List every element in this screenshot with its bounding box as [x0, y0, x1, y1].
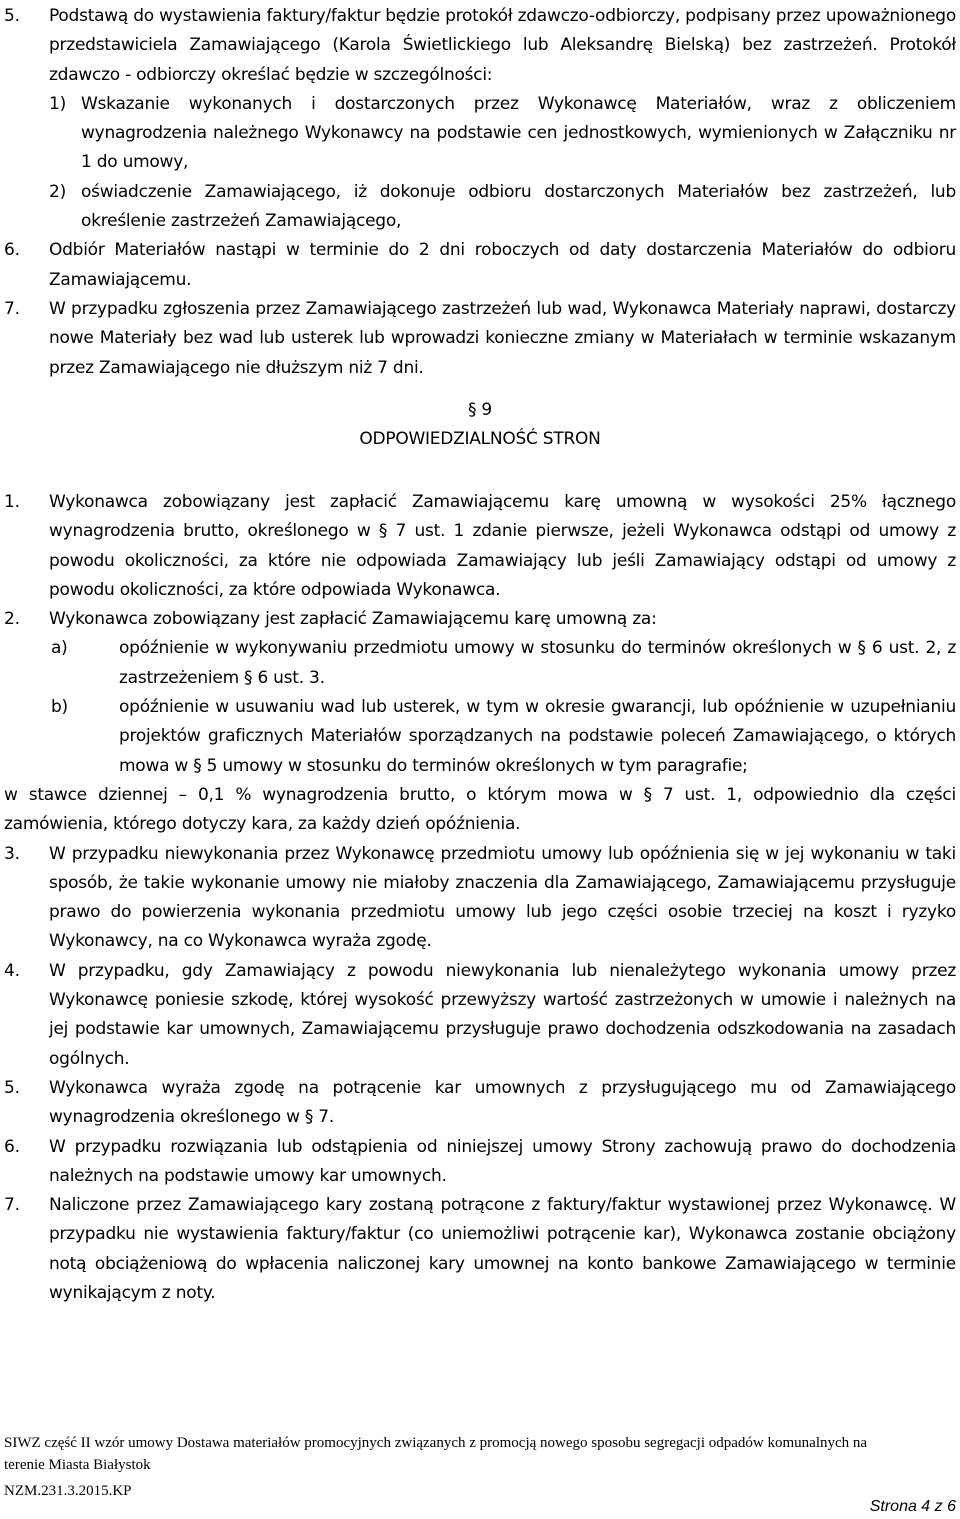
clause-text: Wykonawca zobowiązany jest zapłacić Zamawiającemu karę umowną w wysokości 25% łącznego wynagrodzenia brutto, określonego w § 7 ust. 1 zdanie pierwsze, jeżeli Wykonawca odstąpi od umowy z powodu okoliczności, za które nie odpowiada Zamawiający lub jeśli Zamawiający odstąpi od umowy z powodu okoliczności, za które odpowiada Wykonawca.	[49, 492, 956, 600]
section-heading	[0, 396, 960, 455]
clause-number: 6.	[4, 240, 20, 261]
clause-text: Odbiór Materiałów nastąpi w terminie do 2 dni roboczych od daty dostarczenia Materiałów do odbioru Zamawiającemu.	[49, 240, 956, 290]
penalty-clause-1	[4, 488, 956, 605]
penalty-clause-2	[4, 605, 956, 634]
penalty-clause-6	[4, 1133, 956, 1192]
page-footer	[4, 1432, 904, 1502]
sub-clause-2	[4, 178, 956, 237]
sub-clause-text: opóźnienie w wykonywaniu przedmiotu umowy w stosunku do terminów określonych w § 6 ust. 2, z zastrzeżeniem § 6 ust. 3.	[119, 638, 956, 688]
footer-reference-number: NZM.231.3.2015.KP	[4, 1483, 132, 1499]
clause-number: 2.	[4, 609, 20, 630]
sub-clause-number: b)	[51, 697, 68, 718]
penalty-clause-5	[4, 1074, 956, 1133]
sub-clause-number: 2)	[49, 181, 66, 202]
clause-text: Wykonawca wyraża zgodę na potrącenie kar umownych z przysługującego mu od Zamawiającego wynagrodzenia określonego w § 7.	[49, 1077, 956, 1128]
penalty-rate-text: w stawce dziennej – 0,1 % wynagrodzenia brutto, o którym mowa w § 7 ust. 1, odpowiednio dla części zamówienia, którego dotyczy kara, za każdy dzień opóźnienia.	[4, 784, 956, 835]
clause-number: 6.	[4, 1136, 20, 1157]
sub-clause-text: opóźnienie w usuwaniu wad lub usterek, w tym w okresie gwarancji, lub opóźnienie w uzupełnianiu projektów graficznych Materiałów sporządzanych na podstawie poleceń Zamawiającego, o których mowa w § 5 umowy w stosunku do terminów określonych w tym paragrafie;	[119, 697, 956, 776]
clause-6	[4, 236, 956, 295]
sub-clause-number: a)	[51, 638, 68, 659]
penalty-clause-3	[4, 840, 956, 957]
footer-document-title: SIWZ część II wzór umowy Dostawa materiałów promocyjnych związanych z promocją nowego sposobu segregacji odpadów komunalnych na terenie Miasta Białystok	[4, 1435, 868, 1473]
clause-number: 5.	[4, 1077, 20, 1098]
section-title: ODPOWIEDZIALNOŚĆ STRON	[359, 429, 601, 450]
sub-clause-text: Wskazanie wykonanych i dostarczonych przez Wykonawcę Materiałów, wraz z obliczeniem wynagrodzenia należnego Wykonawcy na podstawie cen jednostkowych, wymienionych w Załączniku nr 1 do umowy,	[81, 93, 956, 173]
clause-text: Wykonawca zobowiązany jest zapłacić Zamawiającemu karę umowną za:	[49, 609, 657, 630]
penalty-clause-4	[4, 957, 956, 1074]
section-number: § 9	[468, 400, 492, 420]
section-9-body	[4, 488, 956, 1308]
clause-text: Podstawą do wystawienia faktury/faktur będzie protokół zdawczo-odbiorczy, podpisany przez upoważnionego przedstawiciela Zamawiającego (Karola Świetlickiego lub Aleksandrę Bielską) bez zastrzeżeń. Protokół zdawczo - odbiorczy określać będzie w szczególności:	[49, 6, 956, 85]
page-number: Strona 4 z 6	[869, 1498, 956, 1515]
penalty-clause-7	[4, 1191, 956, 1308]
clause-number: 7.	[4, 298, 20, 319]
clause-number: 4.	[4, 960, 20, 981]
clause-text: W przypadku niewykonania przez Wykonawcę przedmiotu umowy lub opóźnienia się w jej wykonaniu w taki sposób, że takie wykonanie umowy nie miałoby znaczenia dla Zamawiającego, Zamawiającemu przysługuje prawo do powierzenia wykonania przedmiotu umowy lub jego części osobie trzeciej na koszt i ryzyko Wykonawcy, na co Wykonawca wyraża zgodę.	[49, 843, 956, 952]
clause-number: 1.	[4, 492, 20, 512]
clause-text: W przypadku zgłoszenia przez Zamawiającego zastrzeżeń lub wad, Wykonawca Materiały naprawi, dostarczy nowe Materiały bez wad lub usterek lub wprowadzi konieczne zmiany w Materiałach w terminie wskazanym przez Zamawiającego nie dłuższym niż 7 dni.	[49, 298, 956, 378]
penalty-sub-b	[4, 693, 956, 781]
clause-text: W przypadku rozwiązania lub odstąpienia od niniejszej umowy Strony zachowują prawo do dochodzenia należnych na podstawie umowy kar umownych.	[49, 1136, 956, 1186]
clause-number: 7.	[4, 1195, 20, 1216]
clause-text: W przypadku, gdy Zamawiający z powodu niewykonania lub nienależytego wykonania umowy przez Wykonawcę poniesie szkodę, której wysokość przewyższy wartość zastrzeżonych w umowie i należnych na jej podstawie kar umownych, Zamawiającemu przysługuje prawo dochodzenia odszkodowania na zasadach ogólnych.	[49, 960, 956, 1069]
clause-5	[4, 2, 956, 383]
clause-7	[4, 295, 956, 383]
clause-number: 5.	[4, 6, 20, 26]
sub-clause-text: oświadczenie Zamawiającego, iż dokonuje odbioru dostarczonych Materiałów bez zastrzeżeń, lub określenie zastrzeżeń Zamawiającego,	[81, 181, 956, 232]
penalty-sub-a	[4, 634, 956, 693]
clause-text: Naliczone przez Zamawiającego kary zostaną potrącone z faktury/faktur wystawionej przez Wykonawcę. W przypadku nie wystawienia faktury/faktur (co uniemożliwi potrącenie kar), Wykonawca zostanie obciążony notą obciążeniową do wpłacenia naliczonej kary umownej na konto bankowe Zamawiającego w terminie wynikającym z noty.	[49, 1195, 956, 1304]
clause-number: 3.	[4, 843, 20, 864]
sub-clause-number: 1)	[49, 93, 66, 114]
sub-clause-1	[4, 90, 956, 178]
